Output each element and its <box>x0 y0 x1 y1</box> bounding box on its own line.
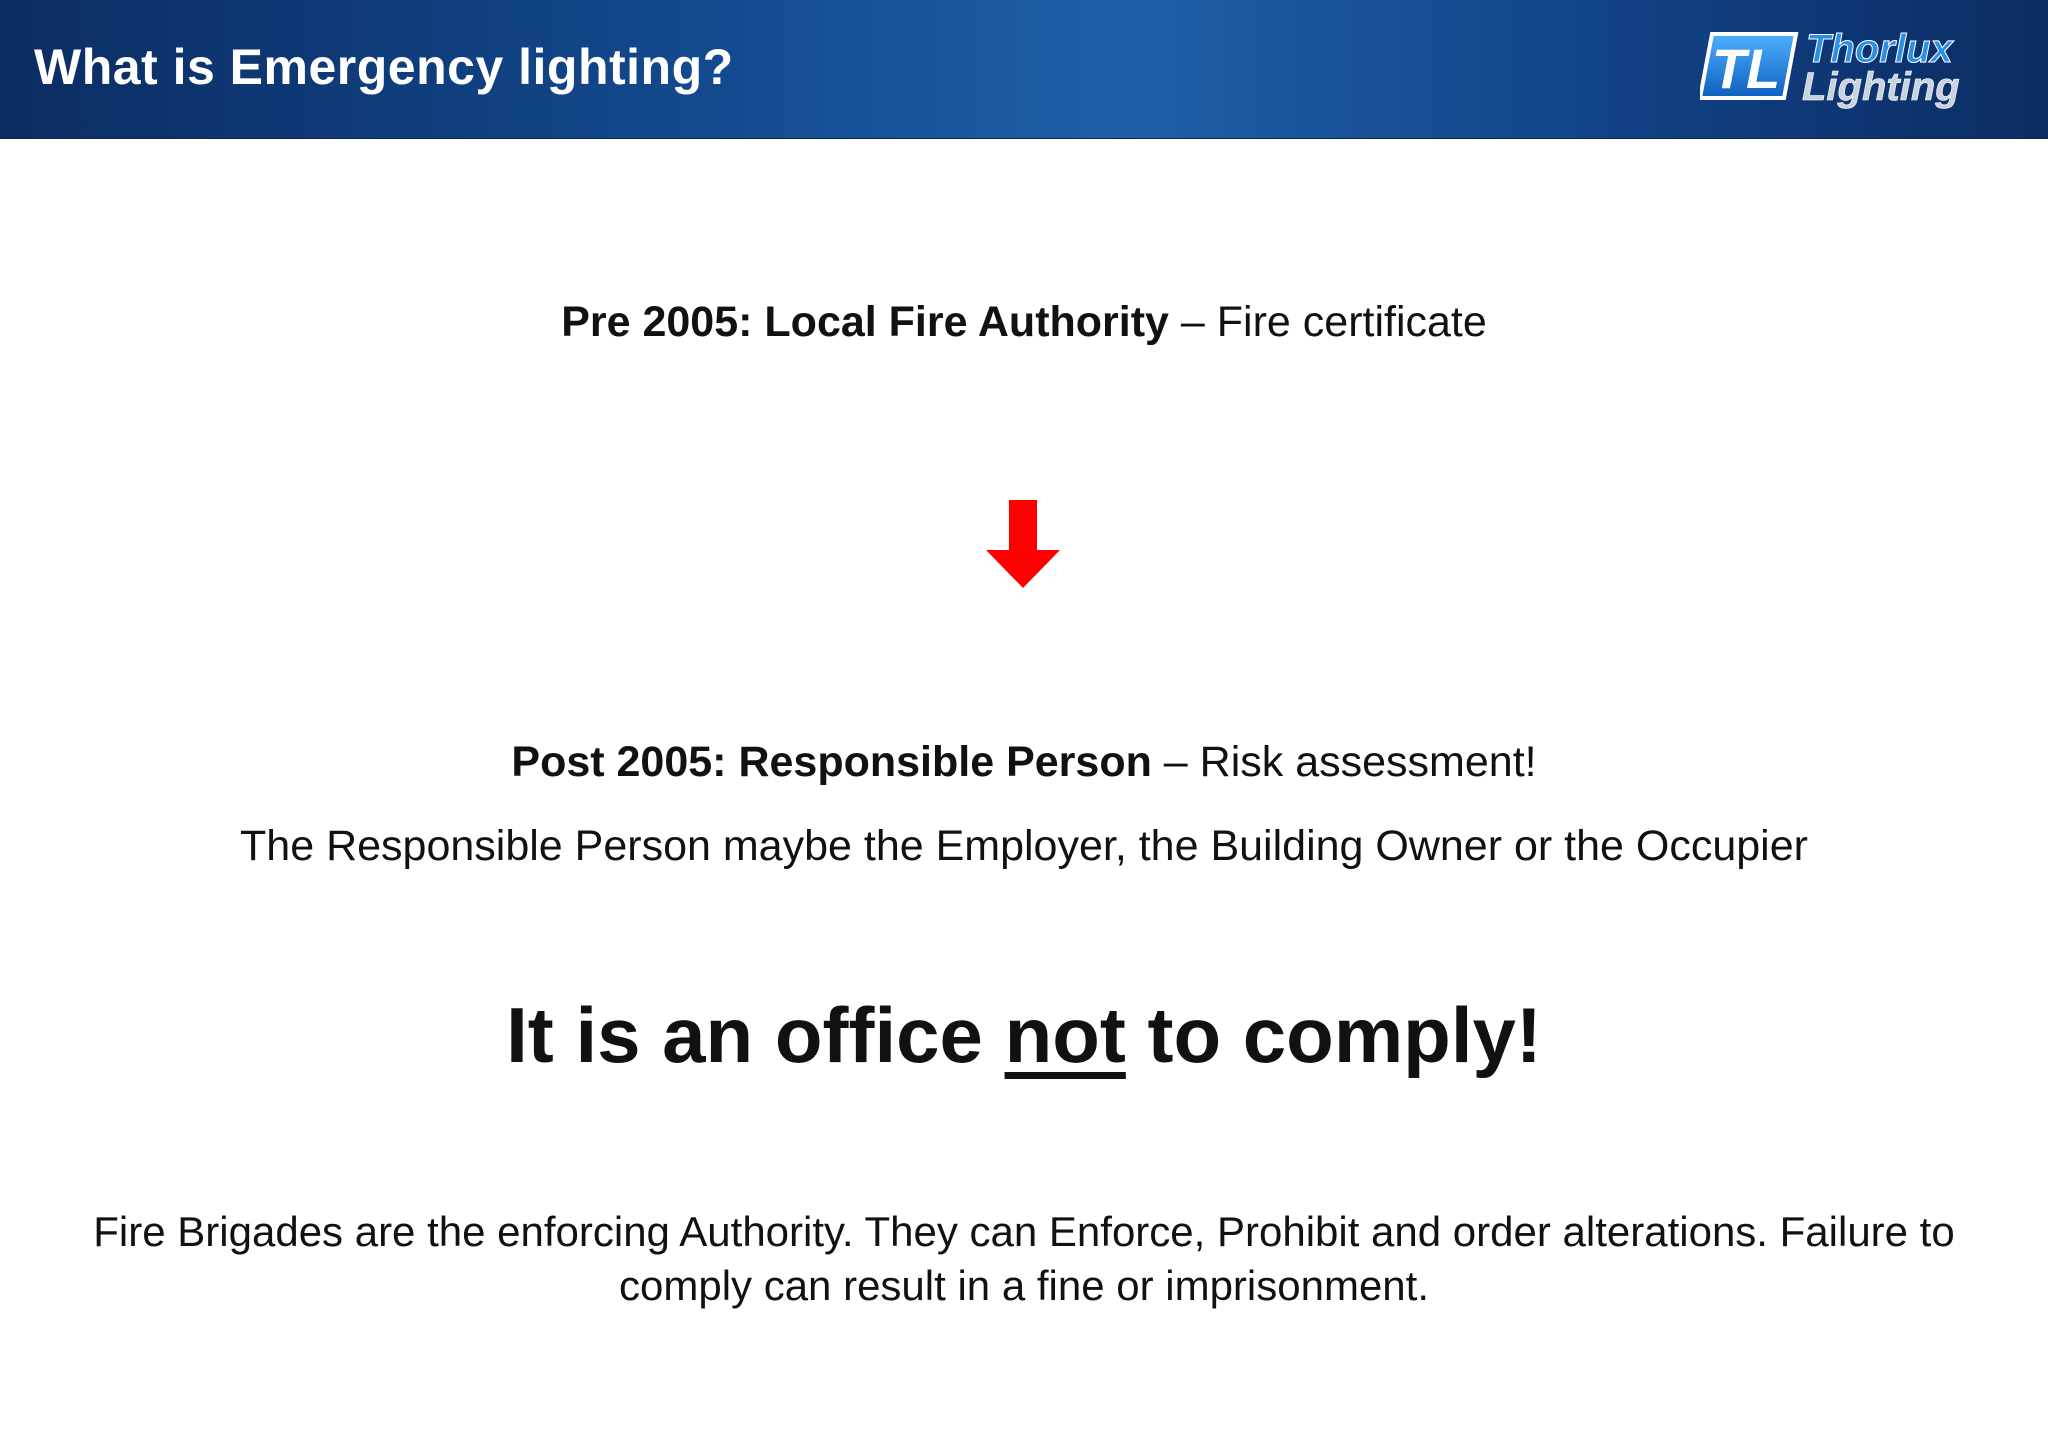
red-down-arrow-icon <box>986 500 1060 590</box>
logo-mark: TL <box>1711 37 1781 100</box>
post-2005-authority: Responsible Person <box>738 738 1152 786</box>
compliance-warning <box>0 990 2048 1081</box>
enforcement-paragraph: Fire Brigades are the enforcing Authority. They can Enforce, Prohibit and order alterations. Failure to comply can result in a fine or imprisonment. <box>93 1208 1955 1309</box>
pre-2005-label: Pre 2005: <box>561 298 753 346</box>
logo-line2: Lighting <box>1802 65 1960 109</box>
pre-2005-line <box>0 298 2048 347</box>
responsible-person-note: The Responsible Person maybe the Employer, the Building Owner or the Occupier <box>240 822 1808 870</box>
pre-2005-authority: Local Fire Authority <box>764 298 1169 346</box>
post-2005-label: Post 2005: <box>511 738 727 786</box>
thorlux-logo <box>1700 26 1990 116</box>
page-title: What is Emergency lighting? <box>34 39 734 95</box>
pre-2005-rest: – Fire certificate <box>1168 298 1487 346</box>
post-2005-line <box>0 738 2048 787</box>
post-2005-rest: – Risk assessment! <box>1151 738 1537 786</box>
warning-emphasis: not <box>1004 991 1126 1079</box>
warning-after: to comply! <box>1125 991 1542 1079</box>
logo-line1: Thorlux <box>1806 27 1953 71</box>
header-bar <box>0 0 2048 139</box>
warning-before: It is an office <box>506 991 1005 1079</box>
